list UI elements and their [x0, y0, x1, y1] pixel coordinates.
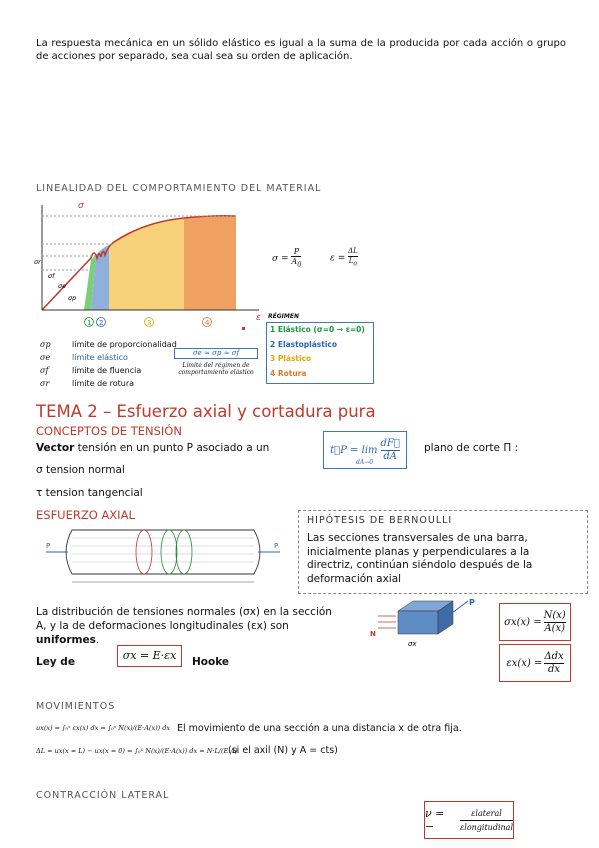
regimen-title: RÉGIMEN: [268, 313, 299, 320]
tau-line: τ tension tangencial: [36, 487, 143, 499]
sigma-p-label: σp: [68, 294, 77, 302]
elastic-limit-formula: σe ≈ σp ≈ σf: [174, 348, 258, 359]
hooke-label: Hooke: [192, 656, 230, 668]
movimiento-text-2: (si el axil (N) y A = cts): [228, 745, 338, 756]
block-n-label: N: [370, 630, 376, 638]
stress-strain-diagram: [34, 200, 264, 335]
stage-4: 4: [205, 319, 210, 327]
stage-2: 2: [99, 319, 104, 327]
plane-text: plano de corte Π :: [424, 442, 519, 454]
bernoulli-text: Las secciones transversales de una barra, inicialmente planas y perpendiculares a la directriz, continúan siéndolo después de la deformación axial: [307, 532, 533, 585]
regimen-box: [266, 322, 374, 384]
bernoulli-title: HIPÓTESIS DE BERNOULLI: [307, 515, 453, 526]
elastic-limit-note: [174, 348, 258, 376]
distribution-text: La distribución de tensiones normales (σx) en la sección A, y la de deformaciones longitudinales (εx) son uniformes.: [36, 606, 332, 646]
block-diagram: [368, 596, 483, 656]
movimiento-text-1: El movimiento de una sección a una distancia x de otra fija.: [177, 723, 462, 734]
legend-row: σp límite de proporcionalidad: [40, 340, 177, 349]
intro-paragraph: La respuesta mecánica en un sólido elástico es igual a la suma de la producida por cada acción o grupo de acciones por separado, sea cual sea su orden de aplicación.: [36, 38, 566, 62]
formula-sigma-area: σ = $\frac{P}{A_0}$: [272, 247, 302, 269]
region-plastic: [109, 218, 184, 310]
sigma-line: σ tension normal: [36, 464, 125, 476]
regimen-item-4: 4 Rotura: [270, 368, 307, 378]
region-rupture: [184, 216, 236, 310]
sigma-r-label: σr: [34, 258, 41, 266]
bernoulli-box: [298, 510, 588, 594]
sigma-f-label: σf: [48, 272, 55, 280]
movimiento-formula-2: ΔL = ux(x = L) − ux(x = 0) = ∫₀ᴸ N(x)/(E·A(x)) dx = N·L/(E·A): [36, 747, 238, 755]
elastic-limit-text: Límite del régimen de comportamiento elástico: [178, 362, 254, 376]
eps-x-formula: εx(x) = Δdx dx: [499, 644, 571, 682]
block-p-label: P: [469, 598, 475, 607]
poisson-formula: ν = − εlateral εlongitudinal: [424, 801, 514, 839]
sigma-x-formula: σx(x) = $\frac{N(x)}{A(x)}$: [499, 603, 571, 641]
tema-title: TEMA 2 – Esfuerzo axial y cortadura pura: [36, 402, 376, 421]
movimiento-formula-1: ux(x) = ∫₀ˣ εx(x) dx = ∫₀ˣ N(x)/(E·A(x)) dx: [36, 724, 171, 732]
limits-legend: [40, 338, 177, 390]
marker-dot: [242, 327, 245, 330]
esfuerzo-heading: ESFUERZO AXIAL: [36, 508, 135, 522]
bar-diagram: [44, 522, 289, 592]
sigma-axis-label: σ: [78, 201, 84, 211]
ley-de-label: Ley de: [36, 656, 75, 668]
legend-row: σf límite de fluencia: [40, 366, 142, 375]
regimen-item-3: 3 Plástico: [270, 354, 312, 363]
legend-row: σr límite de rotura: [40, 379, 135, 388]
bar-p-left: P: [46, 542, 51, 550]
block-sigma-label: σx: [408, 640, 417, 648]
bar-p-right: P: [274, 542, 279, 550]
eps-axis-label: ε: [256, 313, 261, 323]
hooke-formula: σx = E·εx: [117, 645, 182, 667]
limit-subscript: dA→0: [356, 459, 374, 466]
formula-eps-area: ε = $\frac{\Delta L}{L_0}$: [330, 247, 358, 268]
stage-3: 3: [147, 319, 152, 327]
legend-row: σe límite elástico: [40, 353, 128, 362]
sigma-e-label: σe: [58, 282, 67, 290]
conceptos-heading: CONCEPTOS DE TENSIÓN: [36, 424, 182, 438]
vector-line: Vector tensión en un punto P asociado a un: [36, 442, 270, 454]
stage-1: 1: [87, 319, 92, 327]
regimen-item-1: 1 Elástico (σ=0 → ε=0): [270, 325, 365, 334]
movimientos-heading: MOVIMIENTOS: [36, 701, 116, 712]
vector-formula-box: t⃗P = lim dF⃗ dA: [323, 431, 407, 469]
regimen-item-2: 2 Elastoplástico: [270, 339, 338, 349]
linealidad-heading: LINEALIDAD DEL COMPORTAMIENTO DEL MATERIAL: [36, 183, 322, 194]
contraccion-heading: CONTRACCIÓN LATERAL: [36, 790, 170, 801]
